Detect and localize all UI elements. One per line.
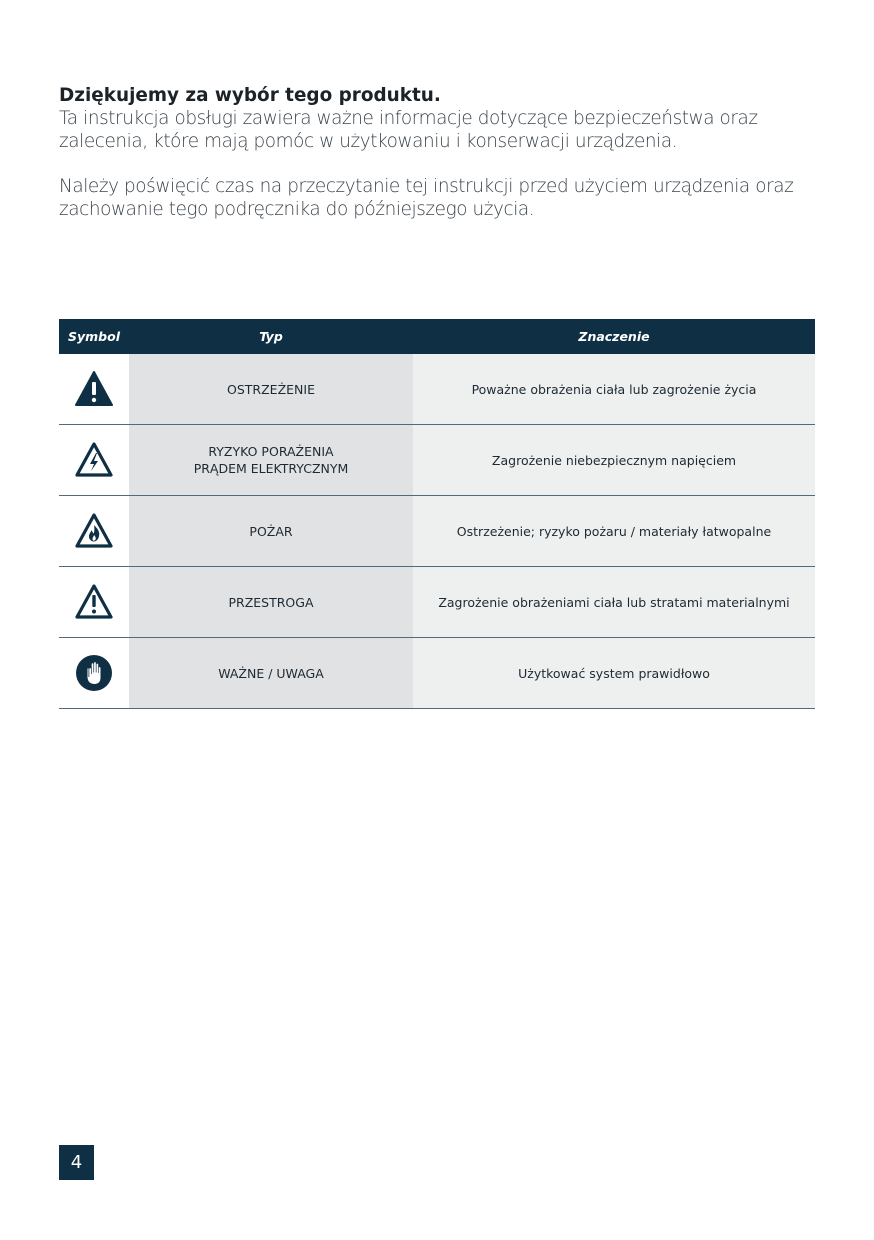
intro-section bbox=[59, 84, 819, 221]
type-label-line-2: PRĄDEM ELEKTRYCZNYM bbox=[193, 461, 349, 476]
type-cell bbox=[129, 354, 413, 425]
electric-shock-icon bbox=[74, 440, 114, 480]
meaning-cell: Ostrzeżenie; ryzyko pożaru / materiały łatwopalne bbox=[413, 496, 815, 567]
type-label-line-1: RYZYKO PORAŻENIA bbox=[208, 444, 334, 459]
symbol-cell bbox=[59, 638, 129, 709]
type-label: POŻAR bbox=[249, 523, 293, 539]
meaning-cell: Poważne obrażenia ciała lub zagrożenie życia bbox=[413, 354, 815, 425]
table-row bbox=[59, 425, 815, 496]
symbol-cell bbox=[59, 354, 129, 425]
meaning-cell: Zagrożenie niebezpiecznym napięciem bbox=[413, 425, 815, 496]
symbol-cell bbox=[59, 567, 129, 638]
header-type: Typ bbox=[129, 319, 413, 354]
table-row bbox=[59, 354, 815, 425]
intro-title: Dziękujemy za wybór tego produktu. bbox=[59, 85, 441, 106]
header-symbol: Symbol bbox=[59, 319, 129, 354]
meaning-cell: Zagrożenie obrażeniami ciała lub stratami materialnymi bbox=[413, 567, 815, 638]
type-cell bbox=[129, 567, 413, 638]
table-row bbox=[59, 638, 815, 709]
header-meaning: Znaczenie bbox=[413, 319, 815, 354]
type-label: PRZESTROGA bbox=[228, 594, 314, 610]
intro-paragraph-1: Ta instrukcja obsługi zawiera ważne informacje dotyczące bezpieczeństwa oraz zalecenia, które mają pomóc w użytkowaniu i konserwacji urządzenia. bbox=[59, 108, 758, 152]
type-cell bbox=[129, 496, 413, 567]
table-row bbox=[59, 496, 815, 567]
symbol-cell bbox=[59, 425, 129, 496]
type-label: WAŻNE / UWAGA bbox=[218, 665, 324, 681]
symbol-cell bbox=[59, 496, 129, 567]
table-row bbox=[59, 567, 815, 638]
fire-icon bbox=[74, 511, 114, 551]
warning-filled-icon bbox=[74, 369, 114, 409]
type-cell bbox=[129, 638, 413, 709]
table-header-row bbox=[59, 319, 815, 354]
meaning-cell: Użytkować system prawidłowo bbox=[413, 638, 815, 709]
caution-icon bbox=[74, 582, 114, 622]
intro-paragraph-2: Należy poświęcić czas na przeczytanie tej instrukcji przed użyciem urządzenia oraz zachowanie tego podręcznika do późniejszego użycia. bbox=[59, 176, 794, 220]
type-cell bbox=[129, 425, 413, 496]
safety-symbols-table bbox=[59, 319, 815, 709]
type-label: OSTRZEŻENIE bbox=[227, 381, 315, 397]
page-number: 4 bbox=[59, 1145, 94, 1180]
hand-stop-icon bbox=[74, 653, 114, 693]
